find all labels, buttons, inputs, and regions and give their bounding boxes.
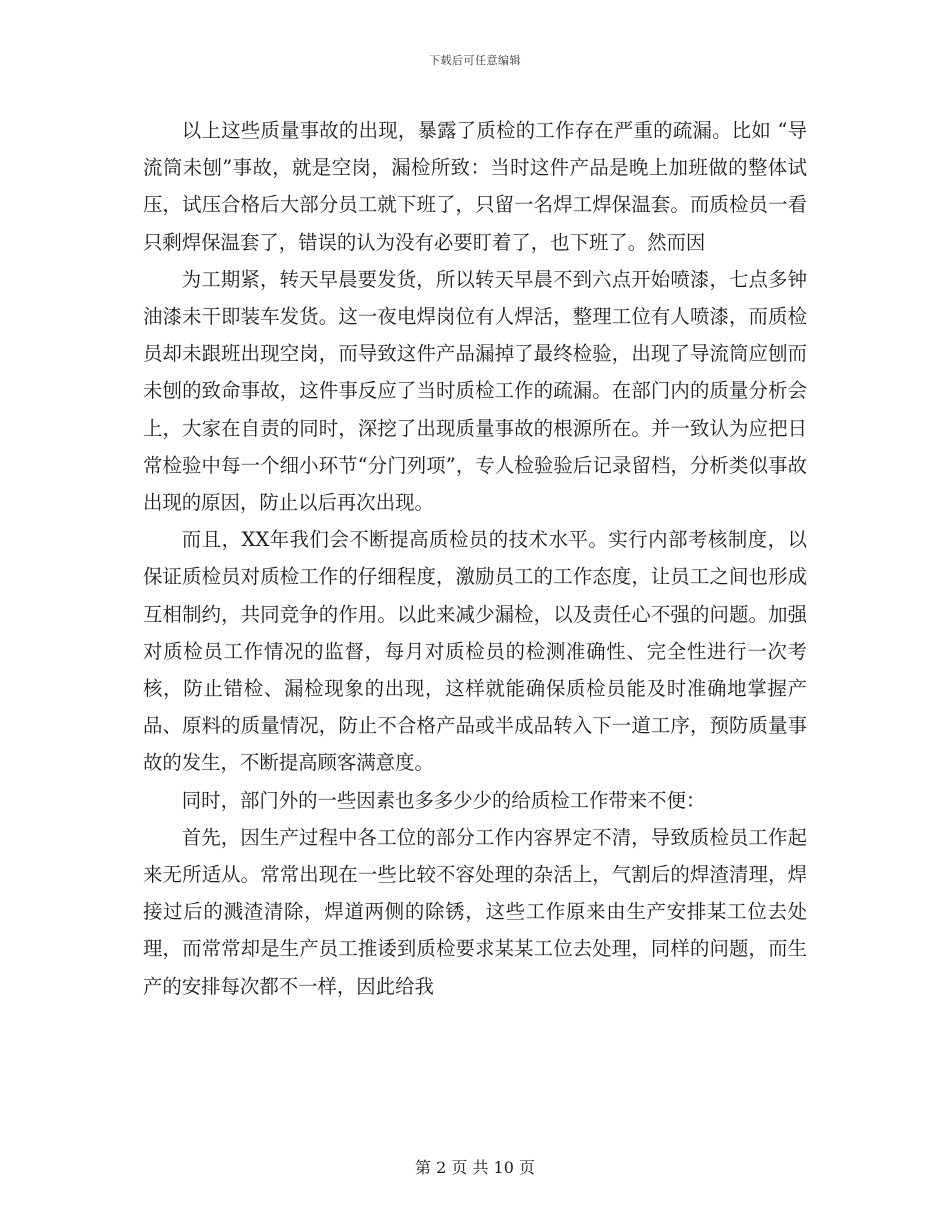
paragraph: 同时，部门外的一些因素也多多少少的给质检工作带来不便： — [181, 788, 706, 812]
paragraph: 而且，XX年我们会不断提高质检员的技术水平。实行内部考核制度，以保证质检员对质检工作的仔细程度，激励员工的工作态度，让员工之间也形成互相制约，共同竞争的作用。以此来减少漏检，以及责任心不强的问题。加强对质检员工作情况的监督，每月对质检员的检测准确性、完全性进行一次考核，防止错检、漏检现象的出现，这样就能确保质检员能及时准确地掌握产品、原料的质量情况，防止不合格产品或半成品转入下一道工序，预防质量事故的发生，不断提高顾客满意度。 — [143, 528, 807, 775]
paragraph: 为工期紧，转天早晨要发货，所以转天早晨不到六点开始喷漆，七点多钟油漆未干即装车发货。这一夜电焊岗位有人焊活，整理工位有人喷漆，而质检员却未跟班出现空岗，而导致这件产品漏掉了最终检验，出现了导流筒应刨而未刨的致命事故，这件事反应了当时质检工作的疏漏。在部门内的质量分析会上，大家在自责的同时，深挖了出现质量事故的根源所在。并一致认为应把日常检验中每一个细小环节“分门列项”，专人检验验后记录留档，分析类似事故出现的原因，防止以后再次出现。 — [143, 267, 807, 515]
page-header: 下载后可任意编辑 — [429, 54, 521, 67]
page-number: 第 2 页 共 10 页 — [415, 1158, 535, 1177]
paragraph: 以上这些质量事故的出现，暴露了质检的工作存在严重的疏漏。比如 “导流筒未刨”事故，就是空岗，漏检所致：当时这件产品是晚上加班做的整体试压，试压合格后大部分员工就下班了，只留一名焊工焊保温套。而质检员一看只剩焊保温套了，错误的认为没有必要盯着了，也下班了。然而因 — [143, 119, 807, 254]
paragraph: 首先，因生产过程中各工位的部分工作内容界定不清，导致质检员工作起来无所适从。常常出现在一些比较不容处理的杂活上，气割后的焊渣清理，焊接过后的溅渣清除，焊道两侧的除锈，这些工作原来由生产安排某工位去处理，而常常却是生产员工推诿到质检要求某某工位去处理，同样的问题，而生产的安排每次都不一样，因此给我 — [143, 825, 807, 998]
document-body — [143, 112, 807, 1005]
